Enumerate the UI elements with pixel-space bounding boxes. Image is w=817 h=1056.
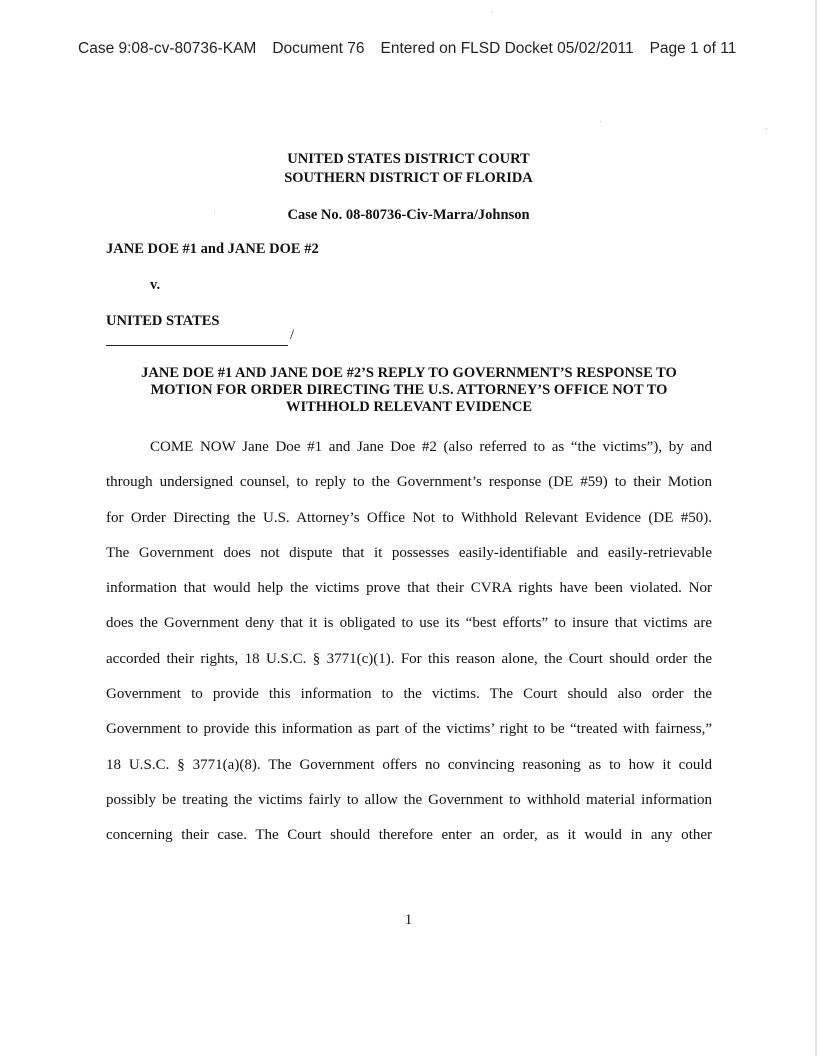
court-name-line-2: SOUTHERN DISTRICT OF FLORIDA: [284, 170, 533, 186]
court-name-line-1: UNITED STATES DISTRICT COURT: [287, 151, 530, 167]
docket-page-count: Page 1 of 11: [649, 40, 737, 57]
court-name: [0, 150, 817, 188]
motion-title-line-2: MOTION FOR ORDER DIRECTING THE U.S. ATTORNEY’S OFFICE NOT TO: [150, 382, 668, 398]
body-line: through undersigned counsel, to reply to the Government’s response (DE #59) to their Motion: [106, 474, 712, 491]
body-line: information that would help the victims prove that their CVRA rights have been violated. Nor: [106, 580, 712, 597]
body-line: for Order Directing the U.S. Attorney’s Office Not to Withhold Relevant Evidence (DE #50).: [106, 509, 712, 526]
scan-speck: [492, 12, 493, 13]
body-line: Government to provide this information as part of the victims’ right to be “treated with fairness,”: [106, 721, 712, 738]
plaintiffs: JANE DOE #1 and JANE DOE #2: [106, 241, 319, 257]
body-paragraph: [106, 430, 712, 854]
body-line: 18 U.S.C. § 3771(a)(8). The Government offers no convincing reasoning as to how it could: [106, 756, 712, 773]
body-line: does the Government deny that it is obligated to use its “best efforts” to insure that victims are: [106, 615, 712, 632]
defendant: UNITED STATES: [106, 313, 220, 329]
body-line: COME NOW Jane Doe #1 and Jane Doe #2 (also referred to as “the victims”), by and: [150, 439, 712, 455]
body-line: concerning their case. The Court should therefore enter an order, as it would in any other: [106, 827, 712, 844]
caption-rule: [106, 327, 288, 346]
body-line: accorded their rights, 18 U.S.C. § 3771(c)(1). For this reason alone, the Court should order the: [106, 650, 712, 667]
caption-slash: /: [290, 327, 295, 343]
motion-title-line-3: WITHHOLD RELEVANT EVIDENCE: [285, 399, 533, 415]
docket-entry-date: Entered on FLSD Docket 05/02/2011: [380, 40, 634, 57]
motion-title: [106, 365, 712, 416]
scan-speck: [766, 128, 767, 129]
scan-speck: [214, 212, 215, 213]
motion-title-line-1: JANE DOE #1 AND JANE DOE #2’S REPLY TO GOVERNMENT’S RESPONSE TO: [141, 365, 677, 381]
page-number: 1: [404, 912, 413, 928]
versus: v.: [150, 277, 161, 293]
body-line: Government to provide this information to the victims. The Court should also order the: [106, 686, 712, 703]
case-number: Case No. 08-80736-Civ-Marra/Johnson: [287, 207, 530, 223]
docket-header: [78, 40, 758, 58]
body-line: The Government does not dispute that it possesses easily-identifiable and easily-retrievable: [106, 544, 712, 561]
scan-speck: [600, 121, 601, 122]
docket-case-number: Case 9:08-cv-80736-KAM: [78, 40, 257, 57]
body-line: possibly be treating the victims fairly to allow the Government to withhold material information: [106, 791, 712, 808]
docket-document-number: Document 76: [272, 40, 365, 57]
